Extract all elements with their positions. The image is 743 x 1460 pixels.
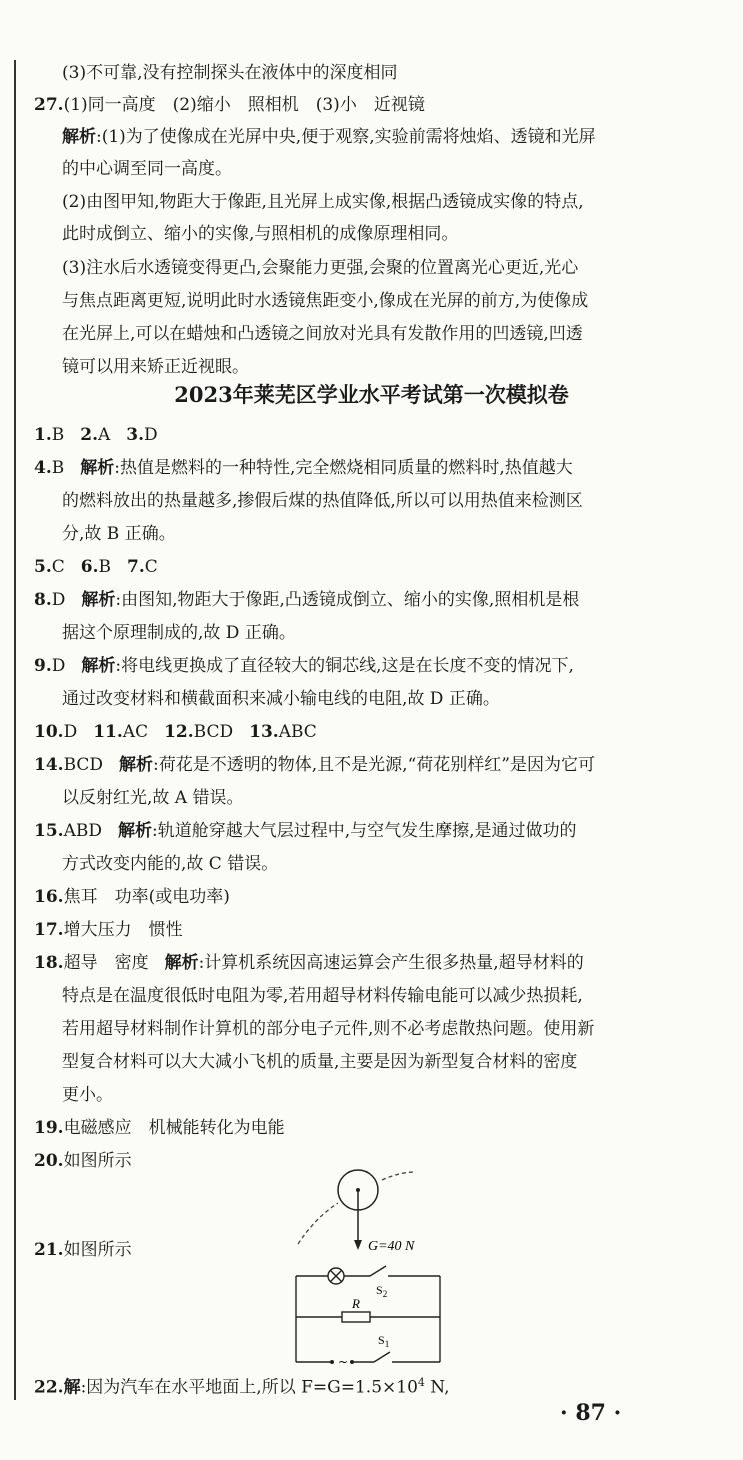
answer-line: (3)不可靠,没有控制探头在液体中的深度相同: [62, 63, 398, 83]
explanation-line: 分,故 B 正确。: [62, 524, 176, 544]
margin-rule: [14, 60, 16, 1400]
question-19: 19.电磁感应 机械能转化为电能: [34, 1118, 285, 1138]
explanation-line: 通过改变材料和横截面积来减小输电线的电阻,故 D 正确。: [62, 689, 500, 709]
question-27: 27.(1)同一高度 (2)缩小 照相机 (3)小 近视镜: [34, 95, 425, 115]
answers-5-7: 5.C 6.B 7.C: [34, 557, 158, 577]
question-8: 8.D 解析:由图知,物距大于像距,凸透镜成倒立、缩小的实像,照相机是根: [34, 590, 580, 610]
explanation-line: 此时成倒立、缩小的实像,与照相机的成像原理相同。: [62, 224, 459, 244]
question-9: 9.D 解析:将电线更换成了直径较大的铜芯线,这是在长度不变的情况下,: [34, 656, 574, 676]
question-15: 15.ABD 解析:轨道舱穿越大气层过程中,与空气发生摩擦,是通过做功的: [34, 821, 577, 841]
question-18: 18.超导 密度 解析:计算机系统因高速运算会产生很多热量,超导材料的: [34, 953, 584, 973]
ac-source-label: ~: [338, 1355, 349, 1369]
explanation-line: 与焦点距离更短,说明此时水透镜焦距变小,像成在光屏的前方,为使像成: [62, 291, 589, 311]
resistor-symbol: [342, 1312, 370, 1322]
question-14: 14.BCD 解析:荷花是不透明的物体,且不是光源,“荷花别样红”是因为它可: [34, 755, 595, 775]
gravity-arrowhead: [354, 1240, 362, 1250]
gravity-diagram: [290, 1168, 470, 1258]
explanation-line: 型复合材料可以大大减小飞机的质量,主要是因为新型复合材料的密度: [62, 1052, 578, 1072]
page-number: · 87 ·: [560, 1400, 622, 1426]
question-20: 20.如图所示: [34, 1151, 132, 1171]
answers-1-3: 1.B 2.A 3.D: [34, 425, 158, 445]
switch-s1: [374, 1352, 390, 1362]
question-16: 16.焦耳 功率(或电功率): [34, 887, 230, 907]
question-17: 17.增大压力 惯性: [34, 920, 183, 940]
question-22: 22.解:因为汽车在水平地面上,所以 $F=G=1.5\times 10^4$ N,: [34, 1376, 450, 1398]
explanation-line: 的中心调至同一高度。: [62, 159, 232, 179]
explanation-line: 更小。: [62, 1085, 113, 1105]
section-title: 2023年莱芜区学业水平考试第一次模拟卷: [174, 382, 569, 407]
trajectory-before: [298, 1203, 338, 1244]
explanation-line: 特点是在温度很低时电阻为零,若用超导材料传输电能可以减少热损耗,: [62, 986, 583, 1006]
trajectory-after: [382, 1172, 415, 1180]
answers-10-13: 10.D 11.AC 12.BCD 13.ABC: [34, 722, 317, 742]
explanation-line: (3)注水后水透镜变得更凸,会聚能力更强,会聚的位置离光心更近,光心: [62, 258, 579, 278]
resistor-label: R: [352, 1296, 360, 1311]
explanation-line: 以反射红光,故 A 错误。: [62, 788, 244, 808]
explanation-line: 的燃料放出的热量越多,掺假后煤的热值降低,所以可以用热值来检测区: [62, 491, 583, 511]
gravity-label: G=40 N: [368, 1239, 415, 1254]
explanation-line: (2)由图甲知,物距大于像距,且光屏上成实像,根据凸透镜成实像的特点,: [62, 192, 584, 212]
question-4: 4.B 解析:热值是燃料的一种特性,完全燃烧相同质量的燃料时,热值越大: [34, 458, 573, 478]
s1-label: $S_1$: [378, 1333, 390, 1349]
s2-label: $S_2$: [376, 1283, 388, 1299]
terminal: [330, 1360, 334, 1364]
explanation-line: 镜可以用来矫正近视眼。: [62, 357, 249, 377]
circuit-diagram: [290, 1262, 450, 1382]
switch-s2: [370, 1266, 386, 1276]
explanation-line: 方式改变内能的,故 C 错误。: [62, 854, 279, 874]
explanation-line: 解析:(1)为了使像成在光屏中央,便于观察,实验前需将烛焰、透镜和光屏: [62, 127, 596, 147]
explanation-line: 若用超导材料制作计算机的部分电子元件,则不必考虑散热问题。使用新: [62, 1019, 595, 1039]
explanation-line: 在光屏上,可以在蜡烛和凸透镜之间放对光具有发散作用的凹透镜,凹透: [62, 324, 583, 344]
question-21: 21.如图所示: [34, 1240, 132, 1260]
terminal: [350, 1360, 354, 1364]
explanation-line: 据这个原理制成的,故 D 正确。: [62, 623, 296, 643]
